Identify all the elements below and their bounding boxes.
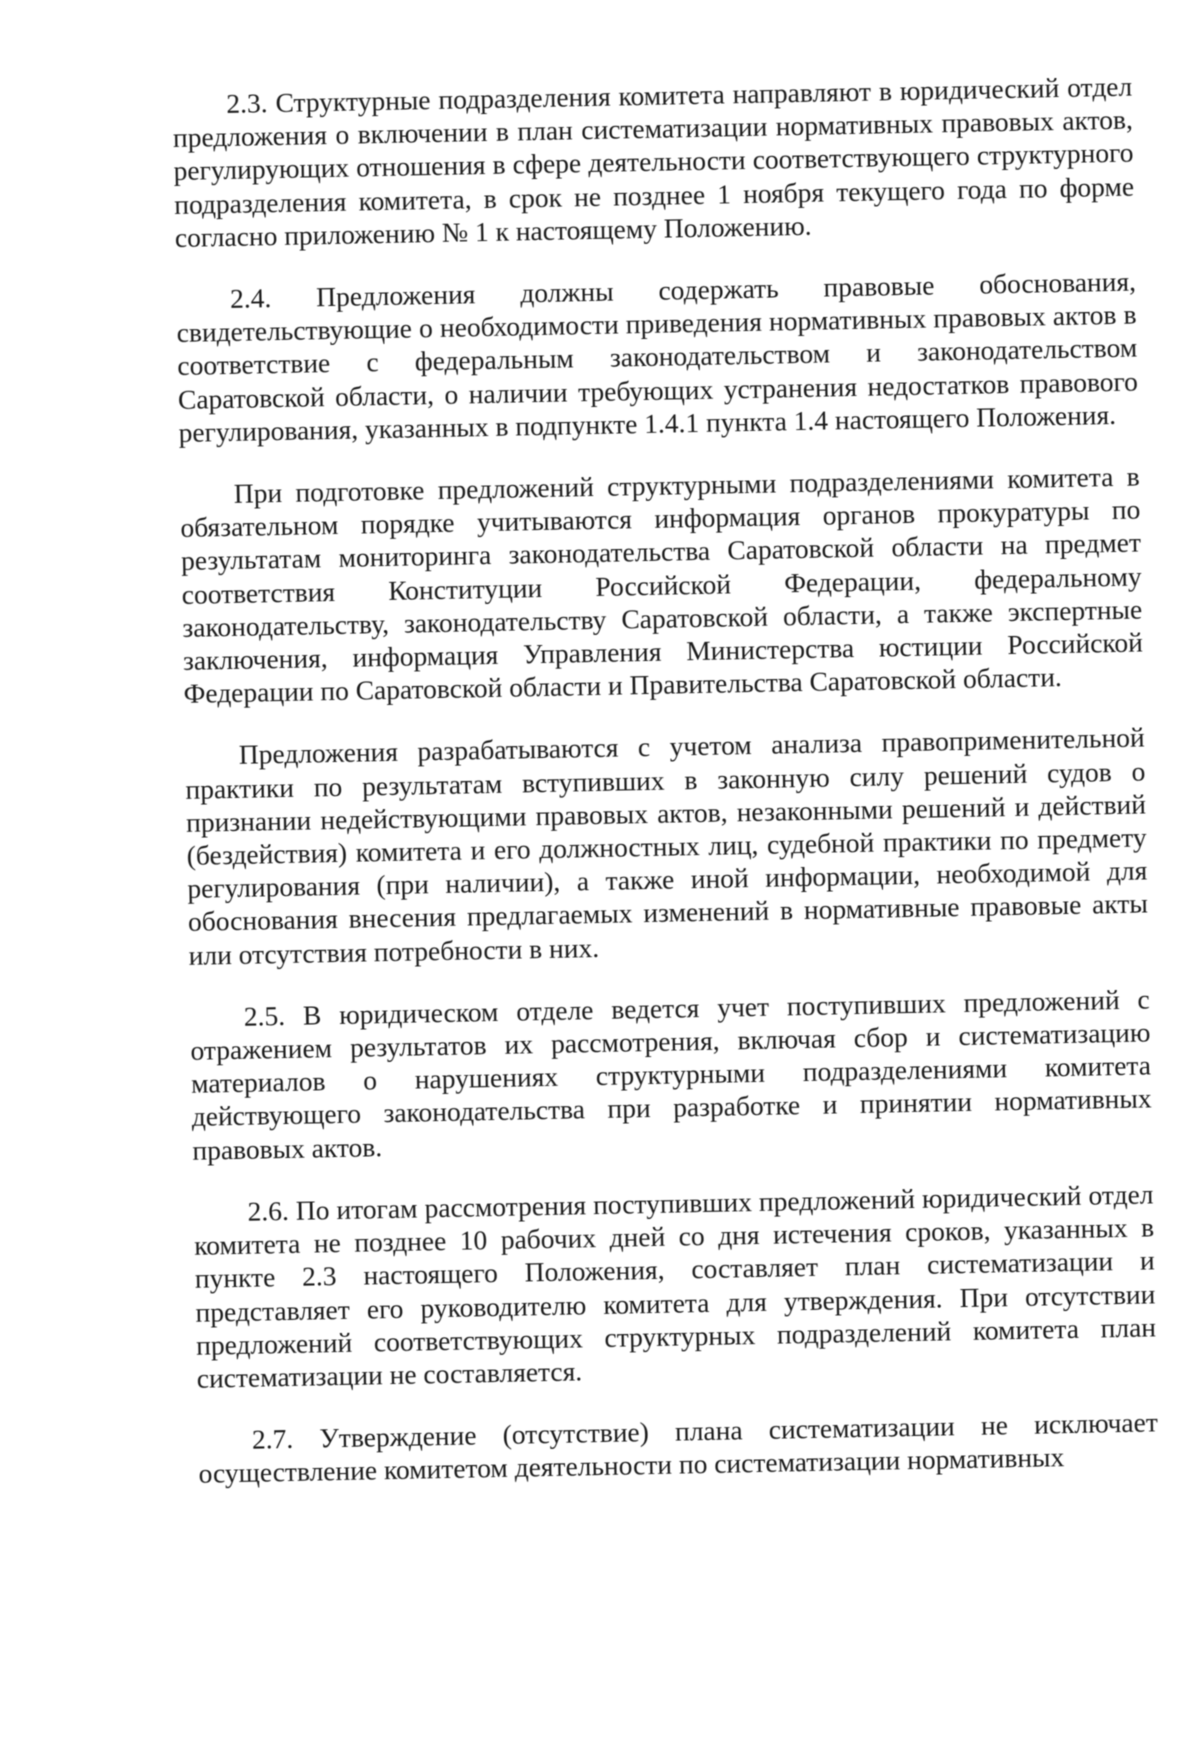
document-body (172, 70, 1159, 1520)
paragraph-2-7: 2.7. Утверждение (отсутствие) плана систематизации не исключает осуществление комитетом деятельности по систематизации нормативных (198, 1406, 1159, 1490)
paragraph-2-4-preparation: При подготовке предложений структурными подразделениями комитета в обязательном порядке учитываются информация органов прокуратуры по результатам мониторинга законодательства Саратовской области на предмет соответствия Конституции Российской Федерации, федеральному законодательству, законодательству Саратовской области, а также экспертные заключения, информация Управления Министерства юстиции Российской Федерации по Саратовской области и Правительства Саратовской области. (180, 460, 1144, 710)
paragraph-2-5: 2.5. В юридическом отделе ведется учет поступивших предложений с отражением результатов их рассмотрения, включая сбор и систематизацию материалов о нарушениях структурными подразделениями комитета действующего законодательства при разработке и принятии нормативных правовых актов. (190, 983, 1152, 1166)
paragraph-2-4: 2.4. Предложения должны содержать правовые обоснования, свидетельствующие о необходимости приведения нормативных правовых актов в соответствие с федеральным законодательством и законодательством Саратовской области, о наличии требующих устранения недостатков правового регулирования, указанных в подпункте 1.4.1 пункта 1.4 настоящего Положения. (176, 265, 1139, 448)
paragraph-2-6: 2.6. По итогам рассмотрения поступивших предложений юридический отдел комитета не позднее 10 рабочих дней со дня истечения сроков, указанных в пункте 2.3 настоящего Положения, составляет план систематизации и представляет его руководителю комитета для утверждения. При отсутствии предложений соответствующих структурных подразделений комитета план систематизации не составляется. (193, 1178, 1157, 1394)
paragraph-2-4-analysis: Предложения разрабатываются с учетом анализа правоприменительной практики по результатам вступивших в законную силу решений судов о признании недействующими правовых актов, незаконными решений и действий (бездействия) комитета и его должностных лиц, судебной практики по предмету регулирования (при наличии), а также иной информации, необходимой для обоснования внесения предлагаемых изменений в нормативные правовые акты или отсутствия потребности в них. (185, 721, 1149, 971)
paragraph-2-3: 2.3. Структурные подразделения комитета направляют в юридический отдел предложения о включении в план систематизации нормативных правовых актов, регулирующих отношения в сфере деятельности соответствующего структурного подразделения комитета, в срок не позднее 1 ноября текущего года по форме согласно приложению № 1 к настоящему Положению. (172, 70, 1135, 253)
